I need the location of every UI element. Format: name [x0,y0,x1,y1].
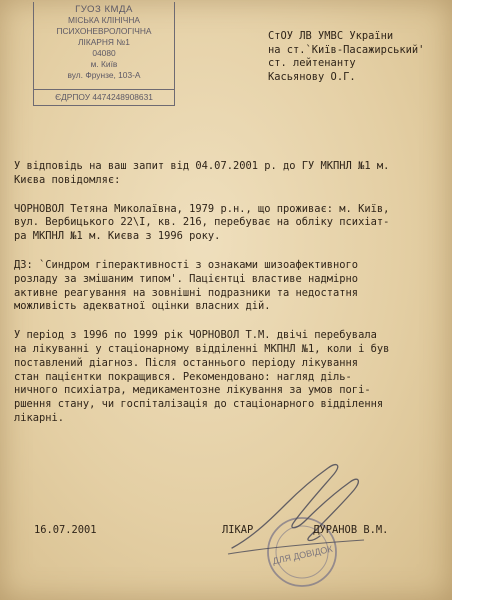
signature [224,456,374,566]
addressee-line: ст. лейтенанту [268,57,356,69]
body-paragraph [14,160,446,188]
stamp-line: ГУОЗ КМДА [75,4,133,15]
addressee-line: на ст.`Київ-Пасажирський' [268,43,425,56]
body-line: ра МКПНЛ №1 м. Києва з 1996 року. [14,230,221,243]
body-line: У період з 1996 по 1999 рік ЧОРНОВОЛ Т.М. двічі перебувала [14,329,377,342]
stamp-line: ПСИХОНЕВРОЛОГІЧНА [56,26,152,36]
hospital-stamp [33,2,175,106]
body-line: розладу за змішаним типом'. Пацієнтці властиве надмірно [14,272,359,285]
doctor-name: ДУРАНОВ В.М. [313,524,389,536]
body-line: ршення стану, чи госпіталізація до стаціонарного відділення [14,398,384,411]
addressee-line: СтОУ ЛВ УМВС України [268,30,394,42]
body-line: ДЗ: `Синдром гіперактивності з ознаками шизоафективного [14,258,359,271]
body-line: Києва повідомляє: [14,173,121,186]
body-line: лікарні. [14,411,65,424]
letter-body [14,160,446,441]
body-line: активне реагування на зовнішні подразники та недостатня [14,286,359,299]
stamp-line: МІСЬКА КЛІНІЧНА [68,15,140,25]
stamp-edrpou: ЄДРПОУ 4474248908631 [34,89,174,105]
addressee-block [268,30,424,84]
doctor-title: ЛІКАР [222,524,254,536]
document-date: 16.07.2001 [34,524,97,536]
doctor-signature-line [222,524,388,536]
body-line: стан пацієнтки покращився. Рекомендовано: нагляд діль- [14,370,352,383]
body-paragraph [14,203,446,244]
body-line: ничного психіатра, медикаментозне лікування за умов погі- [14,384,371,397]
seal-text: ДЛЯ ДОВІДОК [271,543,334,567]
body-line: можливість адекватної оцінки власних дій. [14,300,271,313]
stamp-line: м. Київ [90,59,118,69]
body-line: вул. Вербицького 22\І, кв. 216, перебуває на обліку психіат- [14,216,390,229]
body-line: на лікуванні у стаціонарному відділенні МКПНЛ №1, коли і був [14,342,390,355]
body-line: У відповідь на ваш запит від 04.07.2001 р. до ГУ МКПНЛ №1 м. [14,160,390,172]
body-paragraph [14,259,446,314]
body-paragraph [14,329,446,426]
stamp-line: вул. Фрунзе, 103-А [67,70,141,80]
body-line: ЧОРНОВОЛ Тетяна Миколаївна, 1979 р.н., що проживає: м. Київ, [14,202,390,215]
stamp-line: 04080 [92,48,116,58]
body-line: поставлений діагноз. Після останнього періоду лікування [14,356,359,369]
stamp-line: ЛІКАРНЯ №1 [78,37,130,47]
addressee-line: Касьянову О.Г. [268,70,356,83]
